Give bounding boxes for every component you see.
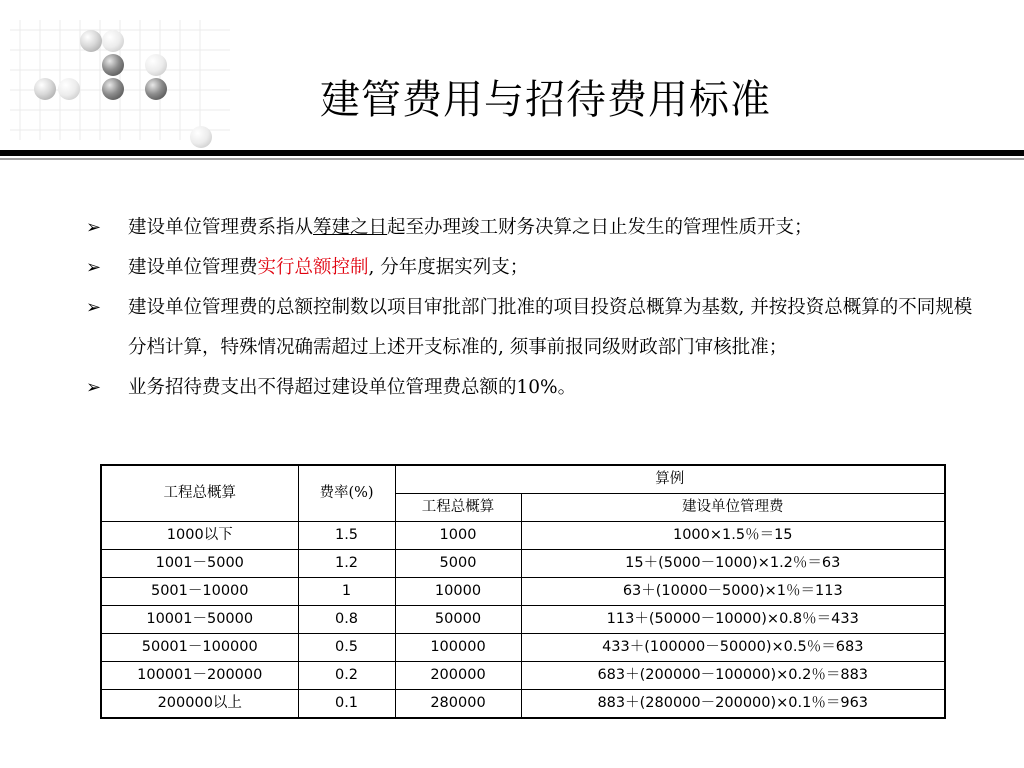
bullet-text-highlight: 实行总额控制	[257, 257, 369, 278]
cell-example-total: 10000	[395, 578, 521, 606]
bullet-item	[86, 208, 986, 248]
bullet-item	[86, 248, 986, 288]
subheader-total-estimate: 工程总概算	[395, 494, 521, 522]
cell-example-calc: 433＋(100000－50000)×0.5％＝683	[521, 634, 945, 662]
bullet-item	[86, 368, 986, 408]
cell-rate: 1	[298, 578, 395, 606]
table-row	[101, 606, 945, 634]
cell-example-total: 100000	[395, 634, 521, 662]
subheader-management-fee: 建设单位管理费	[521, 494, 945, 522]
cell-example-total: 5000	[395, 550, 521, 578]
table-row	[101, 690, 945, 719]
cell-example-total: 280000	[395, 690, 521, 719]
header-example: 算例	[395, 465, 945, 494]
logo-dot	[102, 78, 124, 100]
cell-rate: 0.5	[298, 634, 395, 662]
logo-dot	[58, 78, 80, 100]
cell-rate: 0.1	[298, 690, 395, 719]
bullet-item	[86, 288, 986, 368]
cell-example-calc: 15＋(5000－1000)×1.2％＝63	[521, 550, 945, 578]
bullet-text: 建设单位管理费系指从	[128, 217, 314, 238]
slide-title: 建管费用与招待费用标准	[320, 77, 771, 123]
title-divider	[0, 150, 1024, 156]
cell-range: 5001－10000	[101, 578, 298, 606]
cell-example-calc: 683＋(200000－100000)×0.2％＝883	[521, 662, 945, 690]
title-divider-thin	[0, 158, 1024, 160]
cell-range: 1000以下	[101, 522, 298, 550]
cell-rate: 0.8	[298, 606, 395, 634]
table-header-row	[101, 465, 945, 494]
cell-example-calc: 1000×1.5％＝15	[521, 522, 945, 550]
table-row	[101, 662, 945, 690]
cell-range: 1001－5000	[101, 550, 298, 578]
logo-dot	[190, 126, 212, 148]
table-row	[101, 522, 945, 550]
bullet-text-underlined: 筹建之日	[313, 217, 388, 238]
cell-example-total: 200000	[395, 662, 521, 690]
fee-standard-table	[100, 464, 946, 719]
cell-rate: 0.2	[298, 662, 395, 690]
bullet-text: , 分年度据实列支；	[368, 257, 529, 278]
logo-dot	[102, 54, 124, 76]
logo-dot	[34, 78, 56, 100]
arrow-bullet-icon: ➢	[86, 297, 102, 318]
bullet-text: 建设单位管理费	[128, 257, 258, 278]
bullet-text: 业务招待费支出不得超过建设单位管理费总额的10%。	[128, 377, 577, 398]
bullet-list	[86, 208, 986, 408]
cell-example-calc: 883＋(280000－200000)×0.1％＝963	[521, 690, 945, 719]
logo-dot	[80, 30, 102, 52]
table-row	[101, 634, 945, 662]
dots-logo	[0, 0, 240, 150]
logo-dot	[145, 54, 167, 76]
cell-range: 10001－50000	[101, 606, 298, 634]
cell-rate: 1.2	[298, 550, 395, 578]
cell-range: 100001－200000	[101, 662, 298, 690]
header-rate: 费率(%)	[298, 465, 395, 522]
arrow-bullet-icon: ➢	[86, 257, 102, 278]
cell-example-total: 50000	[395, 606, 521, 634]
table-row	[101, 550, 945, 578]
cell-example-calc: 113＋(50000－10000)×0.8％＝433	[521, 606, 945, 634]
logo-dot	[145, 78, 167, 100]
cell-rate: 1.5	[298, 522, 395, 550]
header-total-estimate: 工程总概算	[101, 465, 298, 522]
bullet-text: 建设单位管理费的总额控制数以项目审批部门批准的项目投资总概算为基数, 并按投资总概算的不同规模分档计算，特殊情况确需超过上述开支标准的, 须事前报同级财政部门审核批准；	[128, 297, 973, 358]
logo-dot	[102, 30, 124, 52]
cell-example-calc: 63＋(10000－5000)×1％＝113	[521, 578, 945, 606]
cell-range: 50001－100000	[101, 634, 298, 662]
cell-example-total: 1000	[395, 522, 521, 550]
cell-range: 200000以上	[101, 690, 298, 719]
bullet-text: 起至办理竣工财务决算之日止发生的管理性质开支；	[387, 217, 813, 238]
arrow-bullet-icon: ➢	[86, 217, 102, 238]
table-row	[101, 578, 945, 606]
arrow-bullet-icon: ➢	[86, 377, 102, 398]
